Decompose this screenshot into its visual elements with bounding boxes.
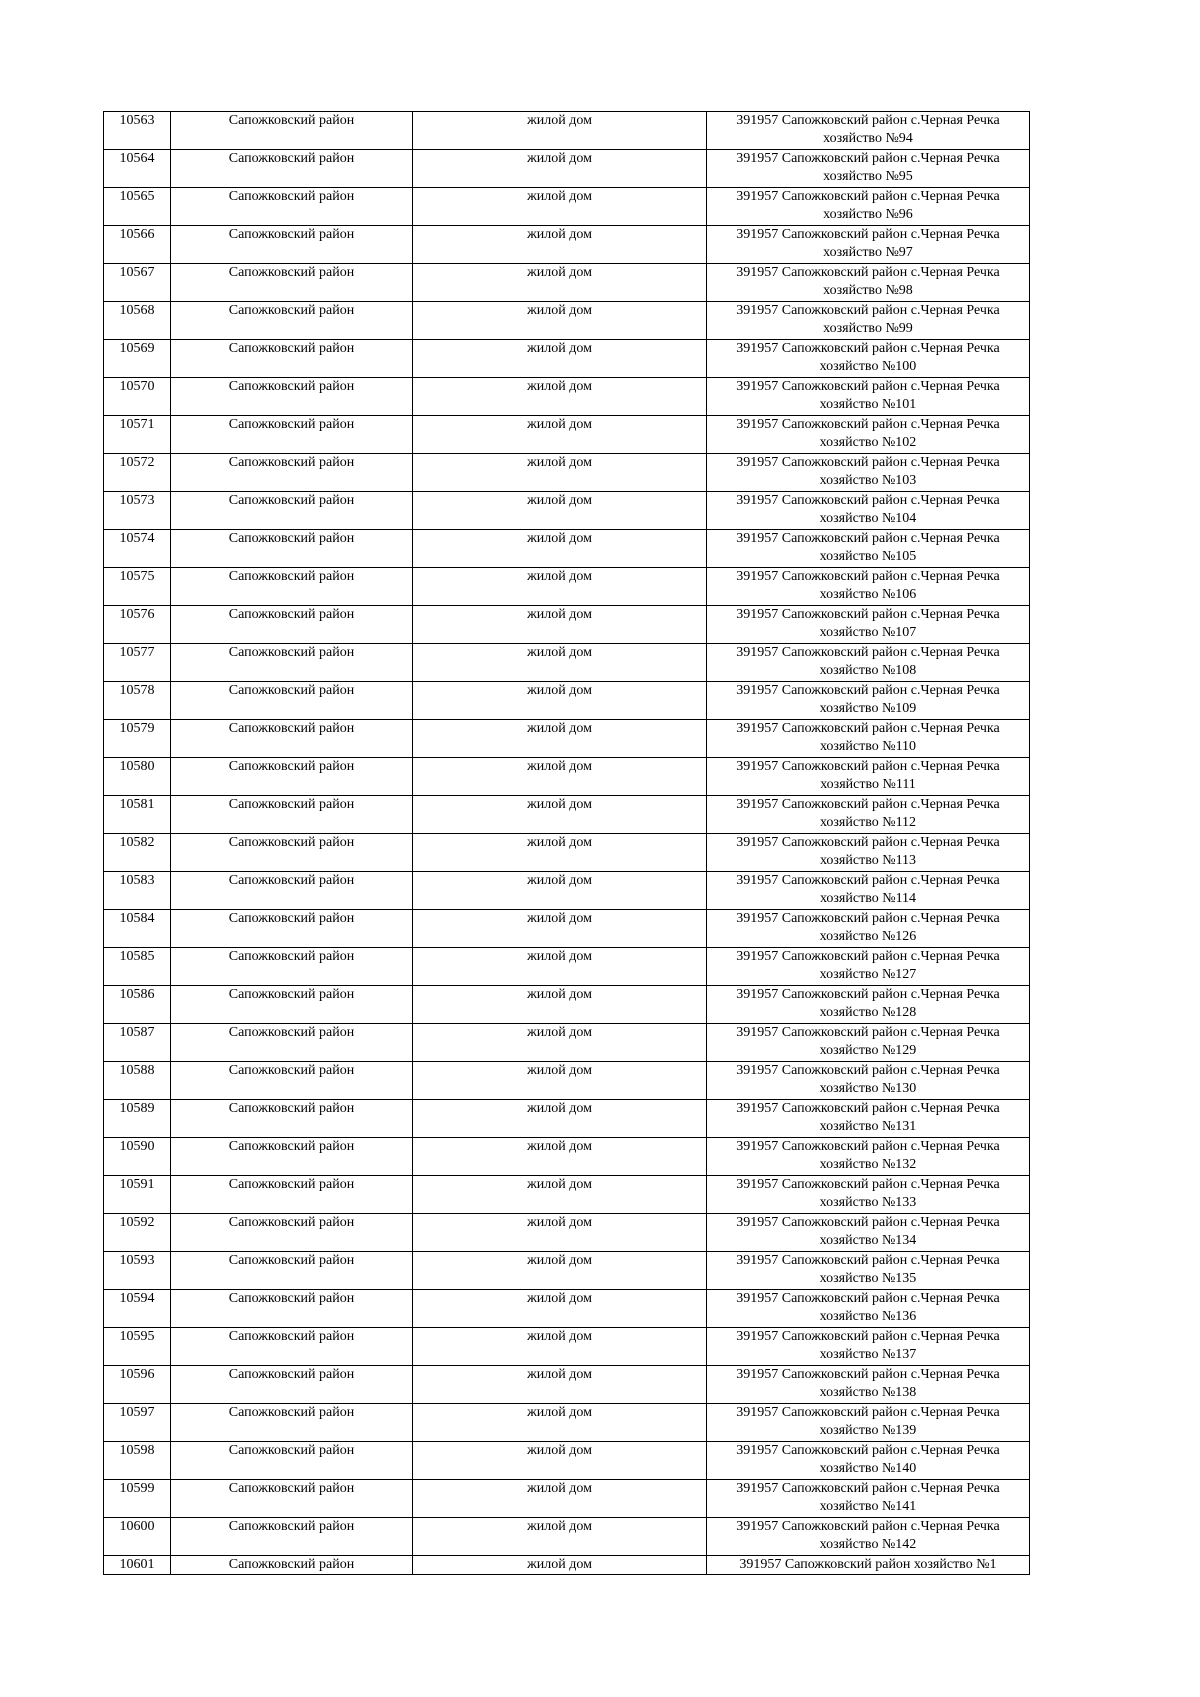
address-line-2: хозяйство №97 — [823, 245, 913, 260]
row-number-cell: 10570 — [104, 378, 171, 416]
address-line-1: 391957 Сапожковский район с.Черная Речка — [736, 1101, 1000, 1116]
row-number-cell: 10568 — [104, 302, 171, 340]
district-cell: Сапожковский район — [171, 302, 413, 340]
row-number-cell: 10577 — [104, 644, 171, 682]
address-cell — [707, 302, 1030, 340]
table-row — [104, 1404, 1030, 1442]
object-type-cell: жилой дом — [413, 834, 707, 872]
district-cell: Сапожковский район — [171, 834, 413, 872]
district-cell: Сапожковский район — [171, 644, 413, 682]
address-cell — [707, 1366, 1030, 1404]
object-type-cell: жилой дом — [413, 1100, 707, 1138]
address-line-2: хозяйство №99 — [823, 321, 913, 336]
table-row — [104, 606, 1030, 644]
address-cell — [707, 948, 1030, 986]
address-cell — [707, 1442, 1030, 1480]
district-cell: Сапожковский район — [171, 492, 413, 530]
address-line-2: хозяйство №105 — [819, 549, 917, 564]
table-row — [104, 1100, 1030, 1138]
object-type-cell: жилой дом — [413, 454, 707, 492]
address-line-1: 391957 Сапожковский район с.Черная Речка — [736, 1519, 1000, 1534]
address-line-1: 391957 Сапожковский район с.Черная Речка — [736, 1367, 1000, 1382]
row-number-cell: 10565 — [104, 188, 171, 226]
address-line-2: хозяйство №137 — [819, 1347, 917, 1362]
address-line-2: хозяйство №109 — [819, 701, 917, 716]
address-line-1: 391957 Сапожковский район с.Черная Речка — [736, 949, 1000, 964]
address-cell — [707, 530, 1030, 568]
address-line-1: 391957 Сапожковский район с.Черная Речка — [736, 1291, 1000, 1306]
address-cell — [707, 568, 1030, 606]
object-type-cell: жилой дом — [413, 910, 707, 948]
address-line-2: хозяйство №98 — [823, 283, 913, 298]
address-cell — [707, 264, 1030, 302]
object-type-cell: жилой дом — [413, 1556, 707, 1575]
district-cell: Сапожковский район — [171, 1176, 413, 1214]
address-line-2: хозяйство №134 — [819, 1233, 917, 1248]
row-number-cell: 10593 — [104, 1252, 171, 1290]
table-row — [104, 834, 1030, 872]
table-row — [104, 1176, 1030, 1214]
address-line-2: хозяйство №135 — [819, 1271, 917, 1286]
table-row — [104, 720, 1030, 758]
registry-table-body — [104, 112, 1030, 1575]
table-row — [104, 150, 1030, 188]
district-cell: Сапожковский район — [171, 872, 413, 910]
object-type-cell: жилой дом — [413, 112, 707, 150]
address-cell — [707, 1138, 1030, 1176]
object-type-cell: жилой дом — [413, 1366, 707, 1404]
table-row — [104, 492, 1030, 530]
address-line-1: 391957 Сапожковский район с.Черная Речка — [736, 417, 1000, 432]
row-number-cell: 10600 — [104, 1518, 171, 1556]
district-cell: Сапожковский район — [171, 910, 413, 948]
object-type-cell: жилой дом — [413, 1328, 707, 1366]
row-number-cell: 10563 — [104, 112, 171, 150]
row-number-cell: 10590 — [104, 1138, 171, 1176]
table-row — [104, 1290, 1030, 1328]
row-number-cell: 10583 — [104, 872, 171, 910]
address-cell — [707, 796, 1030, 834]
district-cell: Сапожковский район — [171, 1214, 413, 1252]
table-row — [104, 1214, 1030, 1252]
table-row — [104, 1138, 1030, 1176]
object-type-cell: жилой дом — [413, 948, 707, 986]
table-row — [104, 986, 1030, 1024]
table-row — [104, 1480, 1030, 1518]
address-line-2: хозяйство №140 — [819, 1461, 917, 1476]
table-row — [104, 264, 1030, 302]
district-cell: Сапожковский район — [171, 606, 413, 644]
address-line-2: хозяйство №112 — [819, 815, 917, 830]
row-number-cell: 10581 — [104, 796, 171, 834]
address-line-2: хозяйство №107 — [819, 625, 917, 640]
row-number-cell: 10585 — [104, 948, 171, 986]
address-line-2: хозяйство №103 — [819, 473, 917, 488]
address-line-2: хозяйство №102 — [819, 435, 917, 450]
table-row — [104, 948, 1030, 986]
district-cell: Сапожковский район — [171, 1024, 413, 1062]
address-cell — [707, 682, 1030, 720]
district-cell: Сапожковский район — [171, 720, 413, 758]
address-line-2: хозяйство №138 — [819, 1385, 917, 1400]
table-row — [104, 872, 1030, 910]
address-line-2: хозяйство №100 — [819, 359, 917, 374]
object-type-cell: жилой дом — [413, 1480, 707, 1518]
address-cell — [707, 986, 1030, 1024]
object-type-cell: жилой дом — [413, 150, 707, 188]
table-row — [104, 758, 1030, 796]
table-row — [104, 1366, 1030, 1404]
address-cell — [707, 1480, 1030, 1518]
address-line-1: 391957 Сапожковский район с.Черная Речка — [736, 531, 1000, 546]
address-line-2: хозяйство №95 — [823, 169, 913, 184]
address-line-2: хозяйство №128 — [819, 1005, 917, 1020]
district-cell: Сапожковский район — [171, 1556, 413, 1575]
object-type-cell: жилой дом — [413, 606, 707, 644]
row-number-cell: 10588 — [104, 1062, 171, 1100]
address-cell — [707, 454, 1030, 492]
address-line-1: 391957 Сапожковский район хозяйство №1 — [739, 1557, 997, 1572]
object-type-cell: жилой дом — [413, 1252, 707, 1290]
address-line-1: 391957 Сапожковский район с.Черная Речка — [736, 1215, 1000, 1230]
object-type-cell: жилой дом — [413, 1024, 707, 1062]
address-cell — [707, 758, 1030, 796]
row-number-cell: 10591 — [104, 1176, 171, 1214]
address-line-2: хозяйство №94 — [823, 131, 913, 146]
address-cell — [707, 1062, 1030, 1100]
row-number-cell: 10601 — [104, 1556, 171, 1575]
table-row — [104, 416, 1030, 454]
address-line-2: хозяйство №142 — [819, 1537, 917, 1552]
address-line-1: 391957 Сапожковский район с.Черная Речка — [736, 303, 1000, 318]
address-line-2: хозяйство №127 — [819, 967, 917, 982]
address-line-1: 391957 Сапожковский район с.Черная Речка — [736, 455, 1000, 470]
row-number-cell: 10586 — [104, 986, 171, 1024]
address-cell — [707, 1556, 1030, 1575]
property-registry-table — [103, 111, 1030, 1575]
address-line-1: 391957 Сапожковский район с.Черная Речка — [736, 1139, 1000, 1154]
district-cell: Сапожковский район — [171, 264, 413, 302]
address-cell — [707, 1404, 1030, 1442]
object-type-cell: жилой дом — [413, 758, 707, 796]
district-cell: Сапожковский район — [171, 378, 413, 416]
row-number-cell: 10573 — [104, 492, 171, 530]
district-cell: Сапожковский район — [171, 1138, 413, 1176]
table-row — [104, 1062, 1030, 1100]
object-type-cell: жилой дом — [413, 1062, 707, 1100]
district-cell: Сапожковский район — [171, 1290, 413, 1328]
row-number-cell: 10576 — [104, 606, 171, 644]
address-cell — [707, 150, 1030, 188]
table-row — [104, 454, 1030, 492]
object-type-cell: жилой дом — [413, 264, 707, 302]
address-line-2: хозяйство №141 — [819, 1499, 917, 1514]
address-cell — [707, 1176, 1030, 1214]
district-cell: Сапожковский район — [171, 796, 413, 834]
table-row — [104, 112, 1030, 150]
address-line-1: 391957 Сапожковский район с.Черная Речка — [736, 341, 1000, 356]
address-line-2: хозяйство №108 — [819, 663, 917, 678]
row-number-cell: 10592 — [104, 1214, 171, 1252]
address-line-1: 391957 Сапожковский район с.Черная Речка — [736, 189, 1000, 204]
address-line-1: 391957 Сапожковский район с.Черная Речка — [736, 1025, 1000, 1040]
table-row — [104, 188, 1030, 226]
address-line-1: 391957 Сапожковский район с.Черная Речка — [736, 759, 1000, 774]
row-number-cell: 10566 — [104, 226, 171, 264]
address-cell — [707, 834, 1030, 872]
address-cell — [707, 378, 1030, 416]
address-cell — [707, 872, 1030, 910]
table-row — [104, 226, 1030, 264]
object-type-cell: жилой дом — [413, 682, 707, 720]
table-row — [104, 1556, 1030, 1575]
table-row — [104, 1328, 1030, 1366]
address-line-1: 391957 Сапожковский район с.Черная Речка — [736, 797, 1000, 812]
address-cell — [707, 226, 1030, 264]
row-number-cell: 10595 — [104, 1328, 171, 1366]
row-number-cell: 10587 — [104, 1024, 171, 1062]
address-cell — [707, 1024, 1030, 1062]
address-line-1: 391957 Сапожковский район с.Черная Речка — [736, 1443, 1000, 1458]
object-type-cell: жилой дом — [413, 1214, 707, 1252]
address-line-1: 391957 Сапожковский район с.Черная Речка — [736, 569, 1000, 584]
object-type-cell: жилой дом — [413, 492, 707, 530]
address-cell — [707, 188, 1030, 226]
row-number-cell: 10597 — [104, 1404, 171, 1442]
address-line-1: 391957 Сапожковский район с.Черная Речка — [736, 987, 1000, 1002]
address-cell — [707, 1328, 1030, 1366]
address-line-1: 391957 Сапожковский район с.Черная Речка — [736, 379, 1000, 394]
address-line-2: хозяйство №139 — [819, 1423, 917, 1438]
address-line-2: хозяйство №114 — [819, 891, 917, 906]
address-cell — [707, 720, 1030, 758]
district-cell: Сапожковский район — [171, 682, 413, 720]
address-line-1: 391957 Сапожковский район с.Черная Речка — [736, 227, 1000, 242]
address-line-1: 391957 Сапожковский район с.Черная Речка — [736, 1405, 1000, 1420]
row-number-cell: 10599 — [104, 1480, 171, 1518]
address-line-1: 391957 Сапожковский район с.Черная Речка — [736, 1063, 1000, 1078]
district-cell: Сапожковский район — [171, 758, 413, 796]
row-number-cell: 10598 — [104, 1442, 171, 1480]
object-type-cell: жилой дом — [413, 1176, 707, 1214]
row-number-cell: 10564 — [104, 150, 171, 188]
address-line-2: хозяйство №133 — [819, 1195, 917, 1210]
row-number-cell: 10594 — [104, 1290, 171, 1328]
row-number-cell: 10572 — [104, 454, 171, 492]
object-type-cell: жилой дом — [413, 644, 707, 682]
address-line-1: 391957 Сапожковский район с.Черная Речка — [736, 151, 1000, 166]
district-cell: Сапожковский район — [171, 454, 413, 492]
row-number-cell: 10578 — [104, 682, 171, 720]
address-line-2: хозяйство №110 — [819, 739, 917, 754]
object-type-cell: жилой дом — [413, 872, 707, 910]
object-type-cell: жилой дом — [413, 568, 707, 606]
address-line-2: хозяйство №136 — [819, 1309, 917, 1324]
row-number-cell: 10584 — [104, 910, 171, 948]
address-line-2: хозяйство №130 — [819, 1081, 917, 1096]
object-type-cell: жилой дом — [413, 1290, 707, 1328]
row-number-cell: 10575 — [104, 568, 171, 606]
object-type-cell: жилой дом — [413, 1138, 707, 1176]
address-line-2: хозяйство №129 — [819, 1043, 917, 1058]
district-cell: Сапожковский район — [171, 568, 413, 606]
table-row — [104, 1024, 1030, 1062]
row-number-cell: 10589 — [104, 1100, 171, 1138]
address-cell — [707, 910, 1030, 948]
object-type-cell: жилой дом — [413, 416, 707, 454]
object-type-cell: жилой дом — [413, 340, 707, 378]
address-cell — [707, 606, 1030, 644]
address-line-2: хозяйство №96 — [823, 207, 913, 222]
object-type-cell: жилой дом — [413, 796, 707, 834]
address-cell — [707, 1290, 1030, 1328]
address-line-1: 391957 Сапожковский район с.Черная Речка — [736, 683, 1000, 698]
district-cell: Сапожковский район — [171, 340, 413, 378]
address-line-1: 391957 Сапожковский район с.Черная Речка — [736, 1481, 1000, 1496]
address-line-1: 391957 Сапожковский район с.Черная Речка — [736, 1329, 1000, 1344]
address-line-1: 391957 Сапожковский район с.Черная Речка — [736, 835, 1000, 850]
address-line-2: хозяйство №126 — [819, 929, 917, 944]
table-row — [104, 378, 1030, 416]
address-line-1: 391957 Сапожковский район с.Черная Речка — [736, 645, 1000, 660]
district-cell: Сапожковский район — [171, 530, 413, 568]
row-number-cell: 10582 — [104, 834, 171, 872]
district-cell: Сапожковский район — [171, 112, 413, 150]
address-cell — [707, 112, 1030, 150]
table-row — [104, 1442, 1030, 1480]
table-row — [104, 910, 1030, 948]
district-cell: Сапожковский район — [171, 416, 413, 454]
table-row — [104, 1252, 1030, 1290]
object-type-cell: жилой дом — [413, 378, 707, 416]
address-line-1: 391957 Сапожковский район с.Черная Речка — [736, 493, 1000, 508]
address-line-1: 391957 Сапожковский район с.Черная Речка — [736, 1177, 1000, 1192]
address-line-1: 391957 Сапожковский район с.Черная Речка — [736, 911, 1000, 926]
address-line-1: 391957 Сапожковский район с.Черная Речка — [736, 607, 1000, 622]
address-cell — [707, 416, 1030, 454]
row-number-cell: 10574 — [104, 530, 171, 568]
address-line-2: хозяйство №104 — [819, 511, 917, 526]
table-row — [104, 568, 1030, 606]
district-cell: Сапожковский район — [171, 1480, 413, 1518]
address-line-1: 391957 Сапожковский район с.Черная Речка — [736, 265, 1000, 280]
row-number-cell: 10567 — [104, 264, 171, 302]
address-line-1: 391957 Сапожковский район с.Черная Речка — [736, 113, 1000, 128]
object-type-cell: жилой дом — [413, 1518, 707, 1556]
district-cell: Сапожковский район — [171, 150, 413, 188]
address-cell — [707, 492, 1030, 530]
object-type-cell: жилой дом — [413, 1404, 707, 1442]
district-cell: Сапожковский район — [171, 1062, 413, 1100]
address-line-2: хозяйство №111 — [820, 777, 916, 792]
district-cell: Сапожковский район — [171, 1404, 413, 1442]
row-number-cell: 10580 — [104, 758, 171, 796]
district-cell: Сапожковский район — [171, 986, 413, 1024]
object-type-cell: жилой дом — [413, 1442, 707, 1480]
address-cell — [707, 1214, 1030, 1252]
address-cell — [707, 1518, 1030, 1556]
table-row — [104, 682, 1030, 720]
address-cell — [707, 644, 1030, 682]
object-type-cell: жилой дом — [413, 530, 707, 568]
address-line-1: 391957 Сапожковский район с.Черная Речка — [736, 1253, 1000, 1268]
row-number-cell: 10579 — [104, 720, 171, 758]
table-row — [104, 340, 1030, 378]
address-cell — [707, 340, 1030, 378]
district-cell: Сапожковский район — [171, 1252, 413, 1290]
table-row — [104, 1518, 1030, 1556]
address-line-2: хозяйство №131 — [819, 1119, 917, 1134]
object-type-cell: жилой дом — [413, 720, 707, 758]
district-cell: Сапожковский район — [171, 1366, 413, 1404]
district-cell: Сапожковский район — [171, 1518, 413, 1556]
district-cell: Сапожковский район — [171, 226, 413, 264]
address-line-2: хозяйство №106 — [819, 587, 917, 602]
table-row — [104, 644, 1030, 682]
row-number-cell: 10596 — [104, 1366, 171, 1404]
object-type-cell: жилой дом — [413, 986, 707, 1024]
address-line-1: 391957 Сапожковский район с.Черная Речка — [736, 873, 1000, 888]
table-row — [104, 530, 1030, 568]
address-line-2: хозяйство №113 — [819, 853, 917, 868]
district-cell: Сапожковский район — [171, 1100, 413, 1138]
row-number-cell: 10569 — [104, 340, 171, 378]
row-number-cell: 10571 — [104, 416, 171, 454]
district-cell: Сапожковский район — [171, 1328, 413, 1366]
district-cell: Сапожковский район — [171, 1442, 413, 1480]
address-cell — [707, 1252, 1030, 1290]
address-line-1: 391957 Сапожковский район с.Черная Речка — [736, 721, 1000, 736]
object-type-cell: жилой дом — [413, 188, 707, 226]
table-row — [104, 796, 1030, 834]
object-type-cell: жилой дом — [413, 226, 707, 264]
address-line-2: хозяйство №101 — [819, 397, 917, 412]
table-row — [104, 302, 1030, 340]
district-cell: Сапожковский район — [171, 948, 413, 986]
object-type-cell: жилой дом — [413, 302, 707, 340]
district-cell: Сапожковский район — [171, 188, 413, 226]
address-cell — [707, 1100, 1030, 1138]
address-line-2: хозяйство №132 — [819, 1157, 917, 1172]
